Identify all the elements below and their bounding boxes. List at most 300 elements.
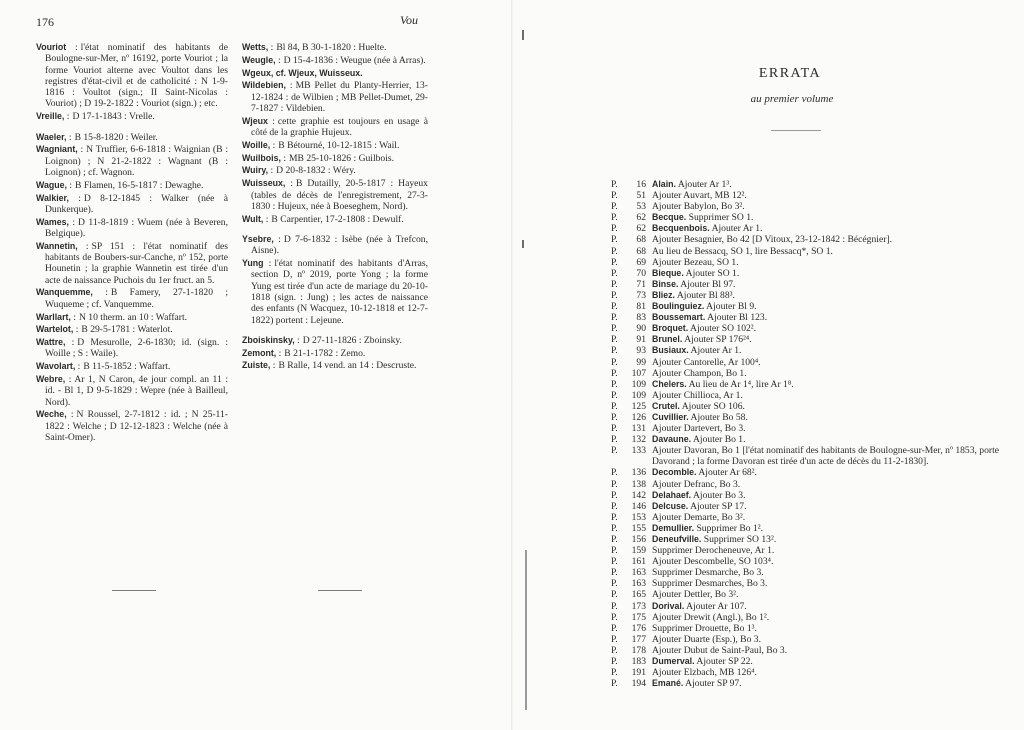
page-prefix: P.: [611, 201, 618, 213]
errata-correction: Ajouter Besagnier, Bo 42 [D Vitoux, 23-12-1842 : Bécégnier].: [652, 234, 892, 246]
errata-text: [652, 512, 1007, 523]
entry-separator: :: [270, 139, 276, 151]
errata-headword: Broquet.: [652, 323, 689, 334]
errata-entry: [611, 290, 1007, 301]
page-prefix: P.: [611, 334, 618, 346]
entry-headword: Wanquemme,: [36, 287, 93, 298]
page-prefix: P.: [611, 500, 618, 512]
errata-entry: [611, 323, 1007, 334]
entry-headword: Webre,: [36, 374, 66, 385]
entry-headword: Wartelot,: [36, 324, 74, 335]
page-prefix: P.: [611, 400, 618, 412]
errata-headword: Binse.: [652, 278, 679, 289]
entry-separator: :: [73, 324, 79, 336]
errata-entry: [611, 645, 1007, 656]
dictionary-entry: [36, 193, 228, 216]
errata-entry: [611, 368, 1007, 379]
entry-headword: Wetts,: [242, 42, 269, 52]
column-end-rule: [112, 590, 156, 591]
errata-correction: Ajouter SO 1.: [685, 267, 740, 279]
page-prefix: P.: [611, 611, 618, 623]
errata-page-number: 81: [636, 301, 646, 313]
errata-text: [652, 479, 1007, 490]
page-prefix: P.: [611, 378, 618, 390]
entry-separator: :: [294, 334, 300, 346]
errata-correction: Ajouter SP 97.: [685, 678, 742, 690]
errata-page-number: 99: [636, 356, 646, 368]
entry-headword: Wult,: [242, 213, 264, 224]
dictionary-entry: [36, 324, 228, 335]
errata-page-number: 90: [636, 323, 646, 335]
errata-text: [652, 190, 1007, 201]
errata-text: [652, 212, 1007, 223]
errata-entry: [611, 345, 1007, 356]
entry-text: l'état nominatif des habitants de Boulogne-sur-Mer, nº 16192, porte Vouriot ; la forme Vouriot alterne avec Voultot dans les registres d'état-civil et de catholicité : N 1-9-1816 : Voultot (sign.; II Saint-Nicolas : Vouriot) ; D 19-2-1822 : Vouriot (sign.) ; etc.: [45, 42, 228, 110]
errata-headword: Bliez.: [652, 289, 675, 300]
page-prefix: P.: [611, 323, 618, 335]
errata-text: [652, 467, 1007, 478]
errata-title: ERRATA: [758, 66, 822, 81]
errata-headword: Decomble.: [652, 467, 697, 478]
errata-correction: Ajouter Bo 58.: [690, 411, 748, 423]
errata-entry: [611, 312, 1007, 323]
errata-text: [652, 412, 1007, 423]
dictionary-entry: [242, 178, 428, 212]
entry-text: D 27-11-1826 : Zboinsky.: [302, 334, 402, 346]
dictionary-entry: [242, 335, 428, 346]
errata-correction: Ajouter Auvart, MB 12².: [652, 190, 747, 202]
page-prefix: P.: [611, 589, 618, 601]
errata-headword: Dorival.: [652, 600, 685, 611]
errata-headword: Boulinguiez.: [652, 301, 705, 312]
errata-correction: Ajouter Bl 97.: [680, 278, 736, 290]
entry-headword: Yung: [242, 258, 264, 269]
page-prefix: P.: [611, 622, 618, 634]
entry-separator: :: [68, 216, 76, 228]
dictionary-entry: [36, 337, 228, 360]
errata-text: [652, 567, 1007, 578]
page-prefix: P.: [611, 423, 618, 435]
errata-correction: Ajouter Cantorelle, Ar 100⁴.: [652, 356, 761, 368]
entry-text: B 11-5-1852 : Waffart.: [83, 361, 171, 373]
dictionary-entry: [242, 165, 428, 176]
errata-text: [652, 501, 1007, 512]
errata-headword: Becquenbois.: [652, 223, 710, 234]
entry-headword: Zboiskinsky,: [242, 334, 295, 345]
errata-text: [652, 634, 1007, 645]
errata-correction: Supprimer SO 1.: [688, 212, 754, 224]
errata-correction: Au lieu de Ar 1⁴, lire Ar 1⁸.: [688, 378, 794, 390]
entry-text: cette graphie est toujours en usage à côté de la graphie Hujeux.: [251, 115, 428, 139]
dictionary-entry: [36, 42, 228, 110]
errata-text: [652, 334, 1007, 345]
entry-separator: :: [77, 144, 84, 156]
entry-headword: Wannetin,: [36, 240, 78, 251]
entry-headword: Weche,: [36, 409, 67, 420]
dictionary-entry: [36, 287, 228, 310]
entry-headword: Walkier,: [36, 192, 69, 203]
entry-separator: :: [285, 178, 293, 190]
errata-text: [652, 290, 1007, 301]
errata-text: [652, 401, 1007, 412]
errata-page-number: 69: [636, 256, 646, 268]
errata-text: [652, 179, 1007, 190]
errata-headword: Deneufville.: [652, 534, 702, 544]
errata-entry: [611, 301, 1007, 312]
errata-correction: Ajouter Bo 3.: [693, 489, 746, 501]
errata-page-number: 178: [631, 644, 646, 656]
errata-correction: Ajouter Dettler, Bo 3².: [652, 589, 739, 601]
errata-text: [652, 667, 1007, 678]
margin-mark: [525, 550, 527, 710]
errata-entry: [611, 223, 1007, 234]
entry-headword: Wgeux, cf. Wjeux, Wuisseux.: [242, 67, 363, 78]
errata-entry: [611, 279, 1007, 290]
dictionary-entry: [242, 234, 428, 257]
entry-separator: :: [92, 287, 108, 299]
page-prefix: P.: [611, 301, 618, 313]
entry-text: B Dutailly, 20-5-1817 : Hayeux (tables de décès de l'enregistrement, 27-3-1830 : Hujeux, née à Boeseghem, Nord).: [251, 178, 428, 212]
errata-text: [652, 390, 1007, 401]
dictionary-entry: [36, 241, 228, 286]
errata-page-number: 175: [631, 611, 646, 623]
entry-text: MB 25-10-1826 : Guilbois.: [289, 152, 395, 164]
errata-entry: [611, 623, 1007, 634]
page-prefix: P.: [611, 556, 618, 568]
errata-text: [652, 578, 1007, 589]
entry-headword: Woille,: [242, 139, 271, 150]
dictionary-entry: [242, 55, 428, 66]
entry-separator: :: [280, 152, 287, 164]
errata-correction: Supprimer Derocheneuve, Ar 1.: [652, 545, 775, 557]
errata-page-number: 131: [631, 423, 646, 435]
page-prefix: P.: [611, 478, 618, 490]
errata-correction: Ajouter Davoran, Bo 1 [l'état nominatif des habitants de Boulogne-sur-Mer, nº 1853, porte Davorand ; la forme Davoran est tirée d'un acte de décès du 11-2-1830].: [652, 445, 1000, 468]
errata-entry: [611, 656, 1007, 667]
dictionary-entry: [36, 144, 228, 178]
errata-entry: [611, 179, 1007, 190]
dictionary-entry: [36, 111, 228, 122]
errata-headword: Demullier.: [652, 522, 695, 533]
errata-page-number: 126: [631, 411, 646, 423]
errata-text: [652, 234, 1007, 245]
errata-page-number: 133: [631, 445, 646, 457]
page-prefix: P.: [611, 345, 618, 357]
errata-divider: [771, 130, 821, 131]
entry-separator: :: [65, 374, 72, 386]
errata-headword: Davaune.: [652, 434, 692, 445]
errata-page-number: 163: [631, 567, 646, 579]
errata-page-number: 165: [631, 589, 646, 601]
entries-column-1: [36, 42, 228, 445]
entry-headword: Wjeux: [242, 115, 268, 126]
entry-headword: Zuiste,: [242, 360, 271, 371]
page-prefix: P.: [611, 534, 618, 545]
entries-column-2: [242, 42, 428, 373]
errata-page-number: 163: [631, 578, 646, 590]
errata-text: [652, 257, 1007, 268]
errata-correction: Supprimer Bo 1².: [696, 522, 764, 534]
errata-subtitle: au premier volume: [750, 93, 834, 105]
dictionary-entry: [242, 42, 428, 53]
errata-correction: Ajouter SO 102².: [690, 323, 757, 335]
page-prefix: P.: [611, 467, 618, 479]
page-prefix: P.: [611, 489, 618, 501]
entry-text: N Roussel, 2-7-1812 : id. ; N 25-11-1822 : Welche ; D 12-12-1823 : Welche (née à Saint-Omer).: [45, 409, 228, 443]
errata-headword: Becque.: [652, 212, 687, 223]
page-prefix: P.: [611, 411, 618, 423]
entry-separator: :: [268, 42, 274, 53]
entry-text: D 15-4-1836 : Weugue (née à Arras).: [283, 54, 426, 66]
entry-headword: Warllart,: [36, 311, 71, 322]
entry-headword: Wuilbois,: [242, 152, 281, 163]
errata-page-number: 70: [636, 267, 646, 279]
errata-entry: [611, 667, 1007, 678]
errata-correction: Ajouter Ar 107.: [686, 600, 747, 612]
dictionary-entry: [36, 409, 228, 443]
dictionary-entry: [242, 68, 428, 79]
errata-text: [652, 201, 1007, 212]
page-prefix: P.: [611, 289, 618, 301]
errata-page-number: 51: [636, 190, 646, 202]
errata-page-number: 146: [631, 500, 646, 512]
errata-correction: Ajouter Defranc, Bo 3.: [652, 478, 741, 490]
errata-text: [652, 601, 1007, 612]
column-end-rule: [318, 590, 362, 591]
entry-text: B Flamen, 16-5-1817 : Dewaghe.: [75, 179, 204, 191]
dictionary-entry: [36, 217, 228, 240]
errata-correction: Ajouter Demarte, Bo 3².: [652, 511, 746, 523]
page-prefix: P.: [611, 245, 618, 257]
page-prefix: P.: [611, 234, 618, 246]
errata-text: [652, 612, 1007, 623]
errata-page-number: 191: [631, 667, 646, 679]
page-prefix: P.: [611, 356, 618, 368]
errata-entry: [611, 601, 1007, 612]
entry-text: D 17-1-1843 : Vrelle.: [72, 111, 155, 123]
errata-correction: Ajouter Champon, Bo 1.: [652, 367, 747, 379]
errata-entry: [611, 512, 1007, 523]
errata-correction: Ajouter SO 106.: [681, 400, 745, 412]
errata-entry: [611, 523, 1007, 534]
page-prefix: P.: [611, 656, 618, 668]
dictionary-entry: [36, 361, 228, 372]
errata-entry: [611, 479, 1007, 490]
errata-headword: Chelers.: [652, 378, 687, 389]
errata-page-number: 16: [636, 179, 646, 190]
entry-separator: :: [64, 111, 70, 123]
errata-text: [652, 445, 1007, 467]
errata-text: [652, 223, 1007, 234]
dictionary-entry: [242, 140, 428, 151]
errata-page-number: 142: [631, 489, 646, 501]
errata-correction: Ajouter Ar 68².: [698, 467, 757, 479]
entry-text: Bl 84, B 30-1-1820 : Huelte.: [276, 42, 387, 53]
page-prefix: P.: [611, 223, 618, 235]
entry-headword: Wague,: [36, 179, 67, 190]
entry-text: B Bétourné, 10-12-1815 : Wail.: [278, 139, 400, 151]
errata-page-number: 156: [631, 534, 646, 545]
entry-separator: :: [68, 192, 81, 204]
errata-entry: [611, 412, 1007, 423]
errata-page-number: 83: [636, 312, 646, 324]
dictionary-entry: [242, 348, 428, 359]
entry-text: B 15-8-1820 : Weiler.: [74, 131, 158, 143]
entry-headword: Wames,: [36, 216, 69, 227]
entry-separator: :: [268, 165, 274, 177]
errata-correction: Ajouter Elzbach, MB 126⁴.: [652, 667, 757, 679]
entry-separator: :: [77, 240, 89, 252]
errata-text: [652, 312, 1007, 323]
errata-correction: Supprimer Desmarches, Bo 3.: [652, 578, 768, 590]
errata-page-number: 161: [631, 556, 646, 568]
entry-separator: :: [270, 360, 276, 372]
entry-text: B 21-1-1782 : Zemo.: [284, 347, 366, 359]
page-prefix: P.: [611, 522, 618, 534]
errata-headword: Dumerval.: [652, 656, 695, 667]
errata-correction: Supprimer Desmarche, Bo 3.: [652, 567, 764, 579]
dictionary-entry: [242, 116, 428, 139]
entry-text: N Truffier, 6-6-1818 : Waignian (B : Loignon) ; N 21-2-1822 : Wagnant (B : Loignon) ; cf. Wagnon.: [45, 144, 228, 178]
entry-text: D 8-12-1845 : Walker (née à Dunkerque).: [45, 192, 228, 215]
dictionary-entry: [242, 360, 428, 371]
errata-headword: Cuvillier.: [652, 411, 689, 422]
page-prefix: P.: [611, 367, 618, 379]
entry-headword: Waeler,: [36, 131, 67, 142]
errata-entry: [611, 257, 1007, 268]
errata-text: [652, 434, 1007, 445]
errata-page-number: 136: [631, 467, 646, 479]
dictionary-entry: [36, 374, 228, 408]
errata-headword: Alain.: [652, 179, 676, 189]
entry-separator: :: [285, 80, 293, 92]
dictionary-entry: [242, 153, 428, 164]
errata-headword: Crutel.: [652, 400, 680, 411]
errata-entry: [611, 201, 1007, 212]
page-prefix: P.: [611, 667, 618, 679]
errata-headword: Brunel.: [652, 334, 683, 345]
errata-entry: [611, 634, 1007, 645]
entry-text: B Carpentier, 17-2-1808 : Dewulf.: [271, 213, 404, 225]
errata-entry: [611, 246, 1007, 257]
errata-entry: [611, 212, 1007, 223]
entry-text: D Mesurolle, 2-6-1830; id. (sign. : Woille ; S : Waile).: [45, 337, 228, 360]
errata-page-number: 138: [631, 478, 646, 490]
errata-headword: Delcuse.: [652, 500, 689, 511]
errata-correction: Ajouter Descombelle, SO 103⁴.: [652, 556, 774, 568]
errata-entry: [611, 501, 1007, 512]
entry-separator: :: [70, 311, 76, 323]
errata-entry: [611, 589, 1007, 600]
page-prefix: P.: [611, 312, 618, 324]
entry-headword: Ysebre,: [242, 233, 274, 244]
errata-page-number: 91: [636, 334, 646, 346]
entry-separator: :: [263, 213, 269, 225]
errata-entry: [611, 423, 1007, 434]
entry-separator: :: [66, 179, 73, 191]
entry-separator: :: [267, 115, 275, 127]
entry-text: Ar 1, N Caron, 4e jour compl. an 11 : id. - Bl 1, D 9-5-1829 : Wepre (née à Bailleul, Nord).: [45, 374, 228, 408]
entry-text: D 7-6-1832 : Isèbe (née à Trefcon, Aisne).: [251, 233, 428, 257]
page-prefix: P.: [611, 212, 618, 224]
errata-correction: Supprimer SO 13².: [703, 534, 777, 545]
errata-correction: Ajouter SP 176²⁴.: [684, 334, 752, 346]
entry-separator: :: [275, 54, 281, 66]
page-number: 176: [36, 15, 54, 29]
errata-entry: [611, 467, 1007, 478]
errata-entry: [611, 190, 1007, 201]
errata-text: [652, 556, 1007, 567]
errata-entry: [611, 534, 1007, 545]
entry-headword: Wuiry,: [242, 165, 269, 176]
errata-page-number: 62: [636, 223, 646, 235]
errata-correction: Supprimer Drouette, Bo 1³.: [652, 622, 757, 634]
errata-correction: Au lieu de Bessacq, SO 1, lire Bessacq*, SO 1.: [652, 245, 833, 257]
errata-text: [652, 589, 1007, 600]
entry-separator: :: [75, 361, 81, 373]
errata-entry: [611, 445, 1007, 467]
errata-correction: Ajouter Babylon, Bo 3².: [652, 201, 745, 213]
page-prefix: P.: [611, 545, 618, 557]
errata-text: [652, 678, 1007, 689]
dictionary-entry: [242, 80, 428, 114]
errata-correction: Ajouter Ar 1.: [711, 223, 763, 235]
errata-text: [652, 368, 1007, 379]
errata-entry: [611, 490, 1007, 501]
errata-headword: Emané.: [652, 678, 684, 689]
errata-correction: Ajouter Dartevert, Bo 3.: [652, 423, 746, 435]
page-prefix: P.: [611, 434, 618, 446]
errata-text: [652, 623, 1007, 634]
errata-correction: Ajouter Duarte (Esp.), Bo 3.: [652, 633, 761, 645]
errata-page-number: 109: [631, 378, 646, 390]
entry-text: D 11-8-1819 : Wuem (née à Beveren, Belgique).: [45, 216, 228, 239]
errata-entry: [611, 334, 1007, 345]
page-prefix: P.: [611, 278, 618, 290]
page-prefix: P.: [611, 267, 618, 279]
dictionary-entry: [242, 214, 428, 225]
entry-text: N 10 therm. an 10 : Waffart.: [78, 311, 188, 323]
entry-separator: :: [65, 337, 75, 349]
errata-page-number: 125: [631, 400, 646, 412]
entry-separator: :: [273, 233, 281, 245]
errata-entry: [611, 545, 1007, 556]
errata-entry: [611, 578, 1007, 589]
running-head: Vou: [400, 13, 418, 27]
errata-headword: Bieque.: [652, 267, 684, 278]
errata-text: [652, 246, 1007, 257]
errata-text: [652, 323, 1007, 334]
page-prefix: P.: [611, 190, 618, 202]
page-prefix: P.: [611, 511, 618, 523]
page-prefix: P.: [611, 644, 618, 656]
entry-text: D 20-8-1832 : Wéry.: [276, 165, 356, 177]
errata-text: [652, 645, 1007, 656]
entry-text: SP 151 : l'état nominatif des habitants de Boubers-sur-Canche, nº 152, porte Hounetin ; la graphie Wannetin est tirée d'un acte de naissance Puchois du 1er fruct. an 5.: [45, 240, 228, 286]
errata-page-number: 107: [631, 367, 646, 379]
errata-entry: [611, 234, 1007, 245]
right-page: [512, 0, 1024, 730]
page-prefix: P.: [611, 578, 618, 590]
errata-page-number: 173: [631, 600, 646, 612]
errata-text: [652, 357, 1007, 368]
errata-entry: [611, 401, 1007, 412]
errata-correction: Ajouter Bl 9.: [706, 301, 757, 313]
errata-entry: [611, 434, 1007, 445]
entry-separator: :: [66, 409, 74, 421]
errata-correction: Ajouter Ar 1³.: [677, 179, 732, 190]
page-prefix: P.: [611, 633, 618, 645]
